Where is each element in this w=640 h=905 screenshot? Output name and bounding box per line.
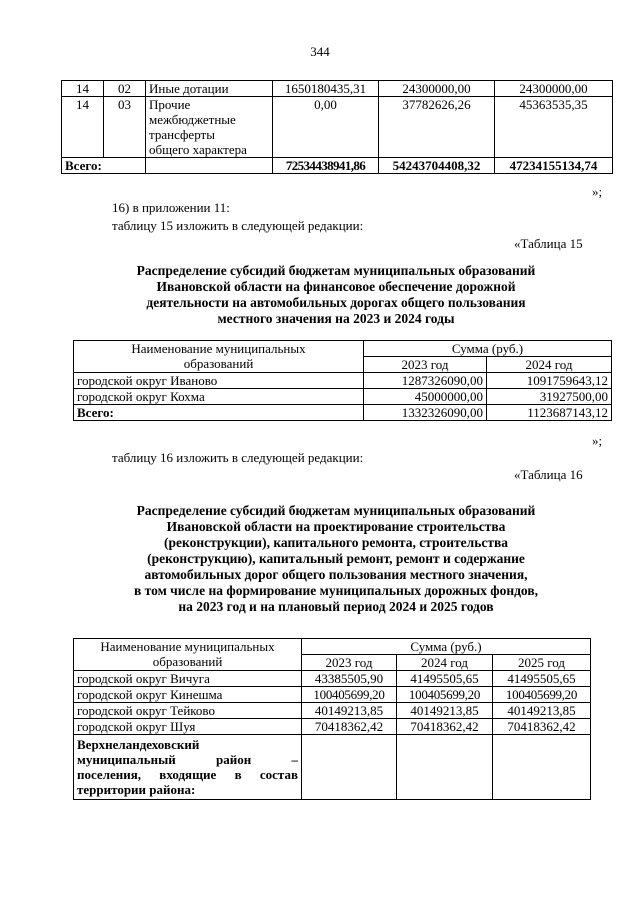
closing-quote: »;	[592, 184, 603, 199]
table-cell: 1091759643,12	[487, 373, 612, 389]
header-cell: 2023 год	[364, 357, 487, 373]
table-cell: городской округ Вичуга	[74, 671, 302, 687]
table-header-row	[74, 341, 612, 357]
table-cell: 1287326090,00	[364, 373, 487, 389]
table-row	[74, 687, 591, 703]
table-cell: 24300000,00	[379, 81, 495, 97]
title-line: (реконструкцию), капитальный ремонт, ремонт и содержание	[147, 551, 525, 566]
cell-line: Прочие	[149, 97, 191, 112]
table-cell: 24300000,00	[495, 81, 613, 97]
title-line: в том числе на формирование муниципальных дорожных фондов,	[133, 583, 539, 598]
title-line: автомобильных дорог общего пользования местного значения,	[144, 567, 528, 582]
table-row	[74, 373, 612, 389]
table-cell: 45000000,00	[364, 389, 487, 405]
title-line: Распределение субсидий бюджетам муниципальных образований	[136, 263, 536, 278]
table-cell	[74, 735, 302, 800]
header-line: образований	[183, 356, 254, 371]
table-cell: 54243704408,32	[379, 158, 495, 174]
header-line: образований	[152, 654, 223, 669]
table-cell	[146, 97, 273, 158]
table-cell: 72534438941,86	[273, 158, 379, 174]
table-cell: 100405699,20	[302, 687, 397, 703]
table-cell: 1332326090,00	[364, 405, 487, 421]
title-line: на 2023 год и на плановый период 2024 и 2025 годов	[178, 599, 494, 614]
table-label: «Таблица 16	[514, 467, 583, 482]
table-row	[74, 671, 591, 687]
table-cell: 14	[62, 81, 104, 97]
title-line: Ивановской области на финансовое обеспечение дорожной	[156, 279, 516, 294]
cell-line: поселения, входящие в состав	[77, 767, 298, 782]
table-cell: 100405699,20	[493, 687, 591, 703]
cell-line: муниципальный район –	[77, 752, 298, 767]
paragraph: таблицу 16 изложить в следующей редакции:	[112, 450, 364, 465]
table-row	[74, 703, 591, 719]
table-cell: 31927500,00	[487, 389, 612, 405]
header-line: Наименование муниципальных	[131, 341, 306, 356]
cell-line: общего характера	[149, 142, 247, 157]
paragraph: таблицу 15 изложить в следующей редакции:	[112, 218, 364, 233]
table-total-row	[74, 405, 612, 421]
table-cell: 37782626,26	[379, 97, 495, 158]
table-cell	[146, 158, 273, 174]
header-cell: 2024 год	[487, 357, 612, 373]
table-cell: 100405699,20	[397, 687, 493, 703]
table-cell: городской округ Тейково	[74, 703, 302, 719]
table-16	[73, 638, 591, 800]
table-cell: 02	[104, 81, 146, 97]
table-label: «Таблица 15	[514, 236, 583, 251]
table-15	[73, 340, 612, 421]
table-cell: 40149213,85	[493, 703, 591, 719]
table-cell: 0,00	[273, 97, 379, 158]
title-line: Распределение субсидий бюджетам муниципальных образований	[136, 503, 536, 518]
table-cell: 14	[62, 97, 104, 158]
table-cell	[493, 735, 591, 800]
table-cell: городской округ Кинешма	[74, 687, 302, 703]
table-cell: Иные дотации	[146, 81, 273, 97]
table-cell	[302, 735, 397, 800]
table-cell: 70418362,42	[397, 719, 493, 735]
table-cell: 41495505,65	[397, 671, 493, 687]
table-cell: 40149213,85	[302, 703, 397, 719]
title-line: (реконструкции), капитального ремонта, строительства	[163, 535, 509, 550]
table-cell: Всего:	[74, 405, 364, 421]
header-cell: 2023 год	[302, 655, 397, 671]
table-cell: 40149213,85	[397, 703, 493, 719]
top-table	[61, 80, 613, 174]
cell-line: трансферты	[149, 127, 215, 142]
table-cell: 47234155134,74	[495, 158, 613, 174]
table-group-row	[74, 735, 591, 800]
table-cell	[397, 735, 493, 800]
header-cell: Сумма (руб.)	[302, 639, 591, 655]
table-cell: 03	[104, 97, 146, 158]
header-cell	[74, 639, 302, 671]
table-title	[60, 263, 612, 327]
header-cell: Сумма (руб.)	[364, 341, 612, 357]
table-cell: 1650180435,31	[273, 81, 379, 97]
table-row	[74, 389, 612, 405]
table-cell: 1123687143,12	[487, 405, 612, 421]
title-line: Ивановской области на проектирование строительства	[166, 519, 506, 534]
table-cell: 45363535,35	[495, 97, 613, 158]
table-row	[62, 97, 613, 158]
paragraph: 16) в приложении 11:	[112, 200, 230, 215]
header-cell	[74, 341, 364, 373]
page-number: 344	[310, 44, 330, 59]
closing-quote: »;	[592, 433, 603, 448]
cell-line: межбюджетные	[149, 112, 236, 127]
table-total-row	[62, 158, 613, 174]
table-cell: 70418362,42	[302, 719, 397, 735]
cell-line: территории района:	[77, 782, 196, 797]
header-line: Наименование муниципальных	[100, 639, 275, 654]
table-cell: городской округ Шуя	[74, 719, 302, 735]
header-cell: 2025 год	[493, 655, 591, 671]
table-cell: Всего:	[62, 158, 146, 174]
title-line: деятельности на автомобильных дорогах общего пользования	[146, 295, 526, 310]
table-cell: 41495505,65	[493, 671, 591, 687]
table-cell: городской округ Кохма	[74, 389, 364, 405]
table-title	[60, 503, 612, 615]
table-cell: 70418362,42	[493, 719, 591, 735]
header-cell: 2024 год	[397, 655, 493, 671]
table-cell: городской округ Иваново	[74, 373, 364, 389]
table-row	[74, 719, 591, 735]
cell-line: Верхнеландеховский	[77, 737, 200, 752]
table-header-row	[74, 639, 591, 655]
table-cell: 43385505,90	[302, 671, 397, 687]
table-row	[62, 81, 613, 97]
title-line: местного значения на 2023 и 2024 годы	[217, 311, 455, 326]
